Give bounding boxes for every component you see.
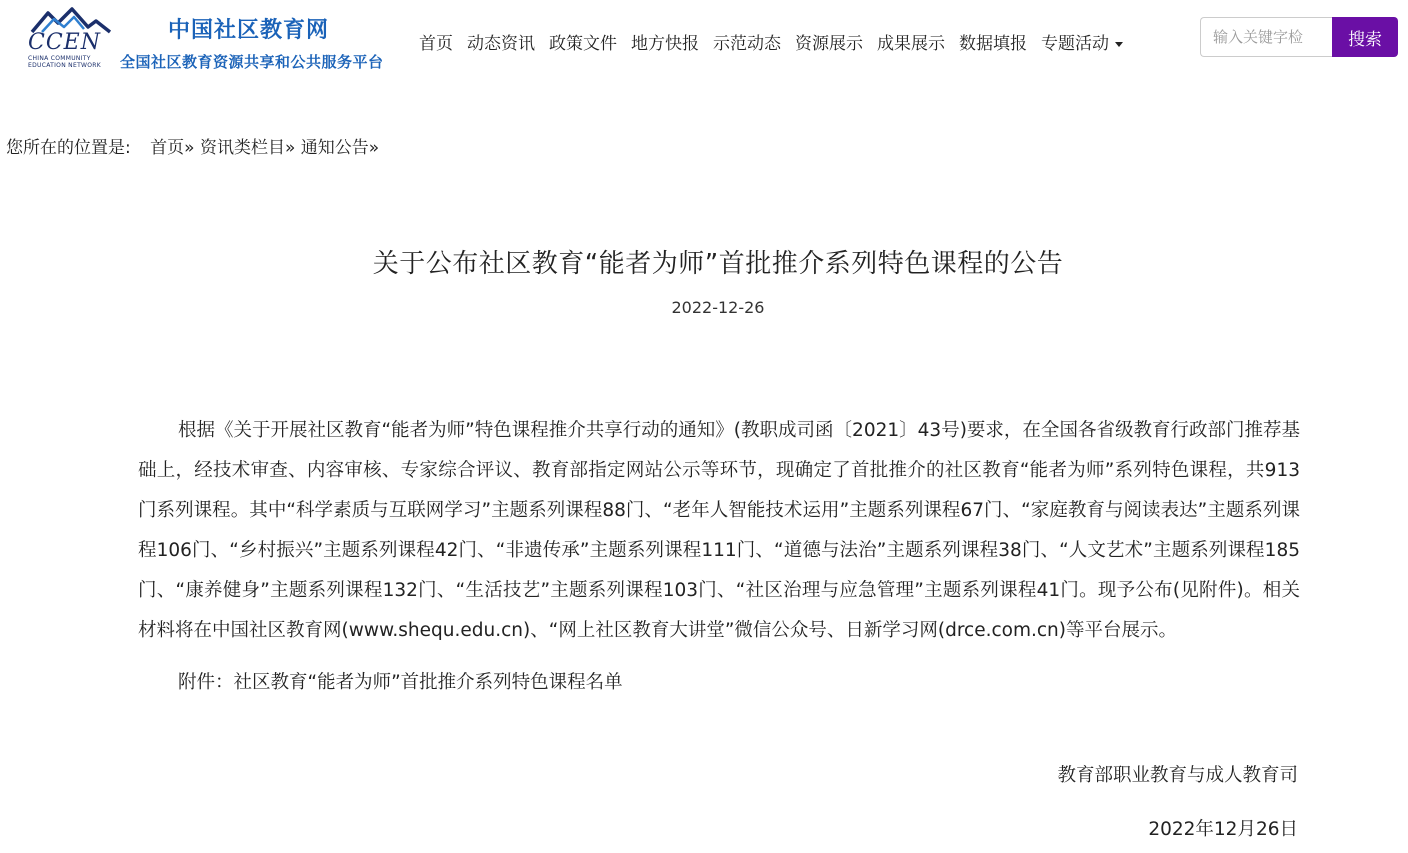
nav-item-home[interactable]: 首页 xyxy=(419,34,453,54)
article-date: 2022-12-26 xyxy=(671,298,765,317)
nav-item-special-events[interactable] xyxy=(1034,30,1130,58)
nav-item-policy[interactable]: 政策文件 xyxy=(549,34,617,54)
breadcrumb-notices[interactable]: 通知公告» xyxy=(300,138,380,158)
issuer-signature: 教育部职业教育与成人教育司 xyxy=(1057,765,1298,786)
breadcrumb-home[interactable]: 首页» xyxy=(150,138,195,158)
nav-item-demo-updates[interactable]: 示范动态 xyxy=(713,34,781,54)
article-body xyxy=(138,411,1300,703)
nav-item-achievements[interactable]: 成果展示 xyxy=(877,34,945,54)
caret-down-icon xyxy=(1115,42,1123,47)
breadcrumb-prefix: 您所在的位置是: xyxy=(6,138,131,158)
breadcrumb xyxy=(6,133,379,158)
article-title: 关于公布社区教育“能者为师”首批推介系列特色课程的公告 xyxy=(372,249,1064,279)
nav-item-label: 专题活动 xyxy=(1041,34,1109,54)
site-tagline: 全国社区教育资源共享和公共服务平台 xyxy=(120,53,384,71)
search-input[interactable] xyxy=(1200,17,1332,57)
article-paragraph: 根据《关于开展社区教育“能者为师”特色课程推介共享行动的通知》(教职成司函〔2021〕43号)要求，在全国各省级教育行政部门推荐基础上，经技术审查、内容审核、专家综合评议、教育部指定网站公示等环节，现确定了首批推介的社区教育“能者为师”系列特色课程，共913门系列课程。其中“科学素质与互联网学习”主题系列课程88门、“老年人智能技术运用”主题系列课程67门、“家庭教育与阅读表达”主题系列课程106门、“乡村振兴”主题系列课程42门、“非遗传承”主题系列课程111门、“道德与法治”主题系列课程38门、“人文艺术”主题系列课程185门、“康养健身”主题系列课程132门、“生活技艺”主题系列课程103门、“社区治理与应急管理”主题系列课程41门。现予公布(见附件)。相关材料将在中国社区教育网(www.shequ.edu.cn)、“网上社区教育大讲堂”微信公众号、日新学习网(drce.com.cn)等平台展示。 xyxy=(138,420,1300,641)
nav-item-data-report[interactable]: 数据填报 xyxy=(959,34,1027,54)
logo-subtitle xyxy=(28,55,120,69)
search-button[interactable]: 搜索 xyxy=(1332,17,1398,57)
logo-sub-line: EDUCATION NETWORK xyxy=(28,62,101,69)
logo-sub-line: CHINA COMMUNITY xyxy=(28,55,91,62)
search-bar xyxy=(1200,17,1398,57)
main-nav xyxy=(412,30,1130,58)
signature-date: 2022年12月26日 xyxy=(1148,819,1298,840)
nav-item-local-news[interactable]: 地方快报 xyxy=(631,34,699,54)
site-header xyxy=(0,0,1408,84)
nav-item-resources[interactable]: 资源展示 xyxy=(795,34,863,54)
site-logo[interactable] xyxy=(26,5,406,75)
site-title: 中国社区教育网 xyxy=(168,18,330,43)
logo-letters: CCEN xyxy=(28,30,101,55)
nav-item-news[interactable]: 动态资讯 xyxy=(467,34,535,54)
breadcrumb-news-section[interactable]: 资讯类栏目» xyxy=(199,138,296,158)
attachment-line: 附件：社区教育“能者为师”首批推介系列特色课程名单 xyxy=(178,672,623,693)
